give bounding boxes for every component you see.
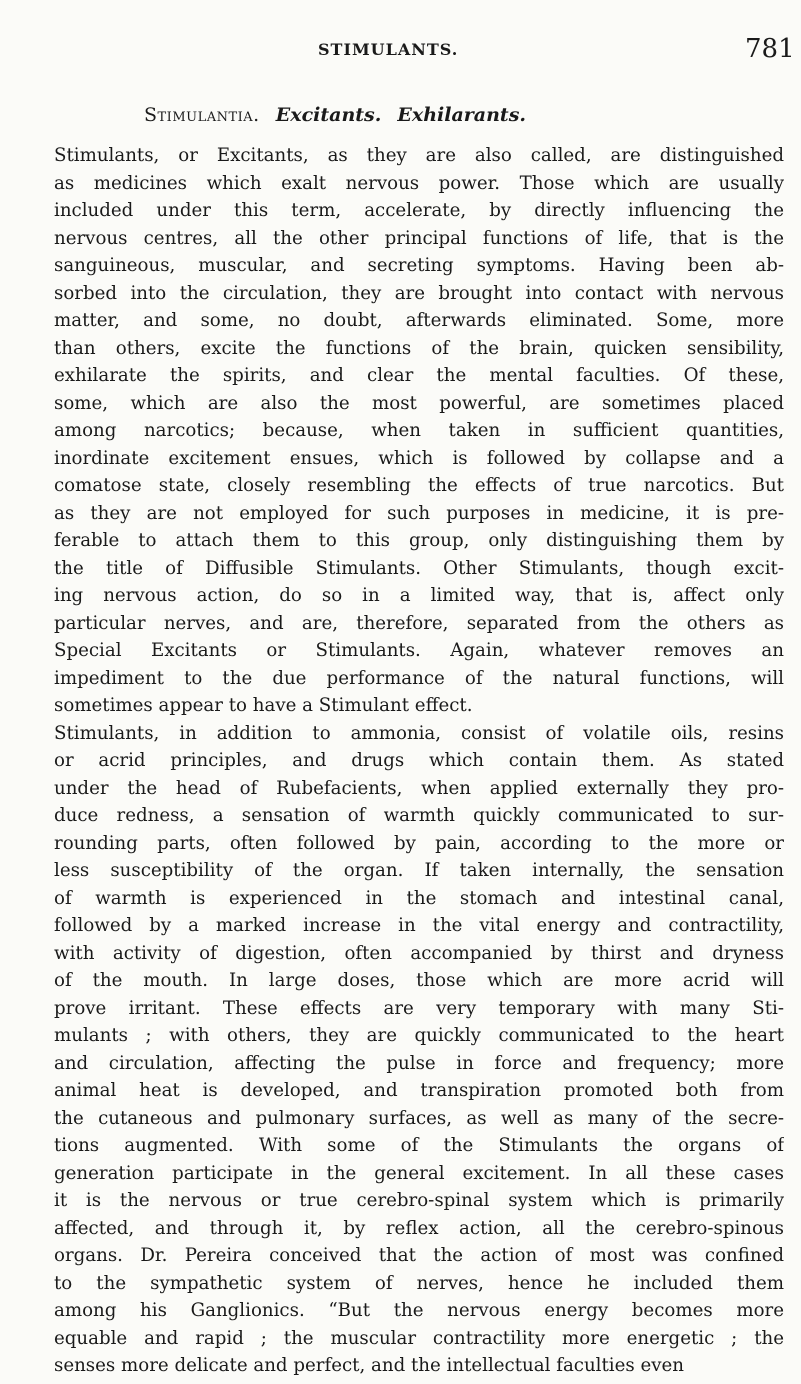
text-line: matter, and some, no doubt, afterwards eliminated. Some, more bbox=[54, 310, 784, 331]
text-line: the title of Diffusible Stimulants. Other Stimulants, though excit- bbox=[54, 557, 784, 579]
text-line: animal heat is developed, and transpiration promoted both from bbox=[54, 1080, 784, 1101]
text-line: Stimulants, or Excitants, as they are also called, are distinguished bbox=[54, 145, 784, 166]
text-line: equable and rapid ; the muscular contractility more energetic ; the bbox=[54, 1327, 784, 1349]
body-text bbox=[54, 142, 784, 1380]
text-line: inordinate excitement ensues, which is followed by collapse and a bbox=[54, 447, 784, 469]
text-line: less susceptibility of the organ. If taken internally, the sensation bbox=[54, 860, 784, 881]
running-head bbox=[0, 34, 801, 64]
text-line: mulants ; with others, they are quickly communicated to the heart bbox=[54, 1025, 784, 1046]
text-line: rounding parts, often followed by pain, according to the more or bbox=[54, 832, 784, 854]
text-line: of warmth is experienced in the stomach and intestinal canal, bbox=[54, 887, 784, 909]
page-number: 781 bbox=[745, 34, 795, 64]
text-line: or acrid principles, and drugs which contain them. As stated bbox=[54, 750, 784, 771]
text-line: as medicines which exalt nervous power. Those which are usually bbox=[54, 172, 784, 194]
text-line: the cutaneous and pulmonary surfaces, as well as many of the secre- bbox=[54, 1107, 784, 1129]
text-line: sanguineous, muscular, and secreting symptoms. Having been ab- bbox=[54, 255, 784, 276]
section-subtitle-excitants: Excitants. bbox=[275, 104, 382, 126]
text-line: impediment to the due performance of the natural functions, will bbox=[54, 667, 784, 689]
section-subtitle-exhilarants: Exhilarants. bbox=[397, 104, 527, 126]
text-line: ing nervous action, do so in a limited way, that is, affect only bbox=[54, 585, 784, 606]
text-line: duce redness, a sensation of warmth quickly communicated to sur- bbox=[54, 805, 784, 826]
text-line: included under this term, accelerate, by directly influencing the bbox=[54, 200, 784, 221]
text-line: Stimulants, in addition to ammonia, consist of volatile oils, resins bbox=[54, 722, 784, 744]
text-line: sometimes appear to have a Stimulant effect. bbox=[54, 695, 473, 716]
text-line: and circulation, affecting the pulse in force and frequency; more bbox=[54, 1052, 784, 1074]
text-line: to the sympathetic system of nerves, hence he included them bbox=[54, 1272, 784, 1294]
text-line: senses more delicate and perfect, and the intellectual faculties even bbox=[54, 1355, 685, 1376]
text-line: affected, and through it, by reflex action, all the cerebro-spinous bbox=[54, 1217, 784, 1239]
text-line: generation participate in the general excitement. In all these cases bbox=[54, 1162, 784, 1184]
section-heading bbox=[144, 104, 526, 126]
text-line: among narcotics; because, when taken in sufficient quantities, bbox=[54, 420, 784, 441]
text-line: tions augmented. With some of the Stimulants the organs of bbox=[54, 1135, 784, 1156]
text-line: among his Ganglionics. “But the nervous energy becomes more bbox=[54, 1300, 784, 1321]
text-line: exhilarate the spirits, and clear the mental faculties. Of these, bbox=[54, 365, 784, 386]
text-line: as they are not employed for such purposes in medicine, it is pre- bbox=[54, 502, 784, 524]
text-line: Special Excitants or Stimulants. Again, whatever removes an bbox=[54, 640, 784, 661]
text-line: nervous centres, all the other principal functions of life, that is the bbox=[54, 227, 784, 249]
text-line: comatose state, closely resembling the effects of true narcotics. But bbox=[54, 475, 784, 496]
text-line: organs. Dr. Pereira conceived that the action of most was confined bbox=[54, 1245, 784, 1266]
section-title: Stimulantia. bbox=[144, 104, 260, 126]
text-line: under the head of Rubefacients, when applied externally they pro- bbox=[54, 777, 784, 799]
text-line: followed by a marked increase in the vital energy and contractility, bbox=[54, 915, 784, 936]
text-line: sorbed into the circulation, they are brought into contact with nervous bbox=[54, 282, 784, 304]
text-line: it is the nervous or true cerebro-spinal system which is primarily bbox=[54, 1190, 784, 1211]
text-line: prove irritant. These effects are very temporary with many Sti- bbox=[54, 997, 784, 1019]
text-line: some, which are also the most powerful, are sometimes placed bbox=[54, 392, 784, 414]
text-line: than others, excite the functions of the brain, quicken sensibility, bbox=[54, 337, 784, 359]
text-line: with activity of digestion, often accompanied by thirst and dryness bbox=[54, 942, 784, 964]
text-line: particular nerves, and are, therefore, separated from the others as bbox=[54, 612, 784, 634]
text-line: of the mouth. In large doses, those which are more acrid will bbox=[54, 970, 784, 991]
text-line: ferable to attach them to this group, only distinguishing them by bbox=[54, 530, 784, 551]
running-title: STIMULANTS. bbox=[318, 40, 459, 59]
